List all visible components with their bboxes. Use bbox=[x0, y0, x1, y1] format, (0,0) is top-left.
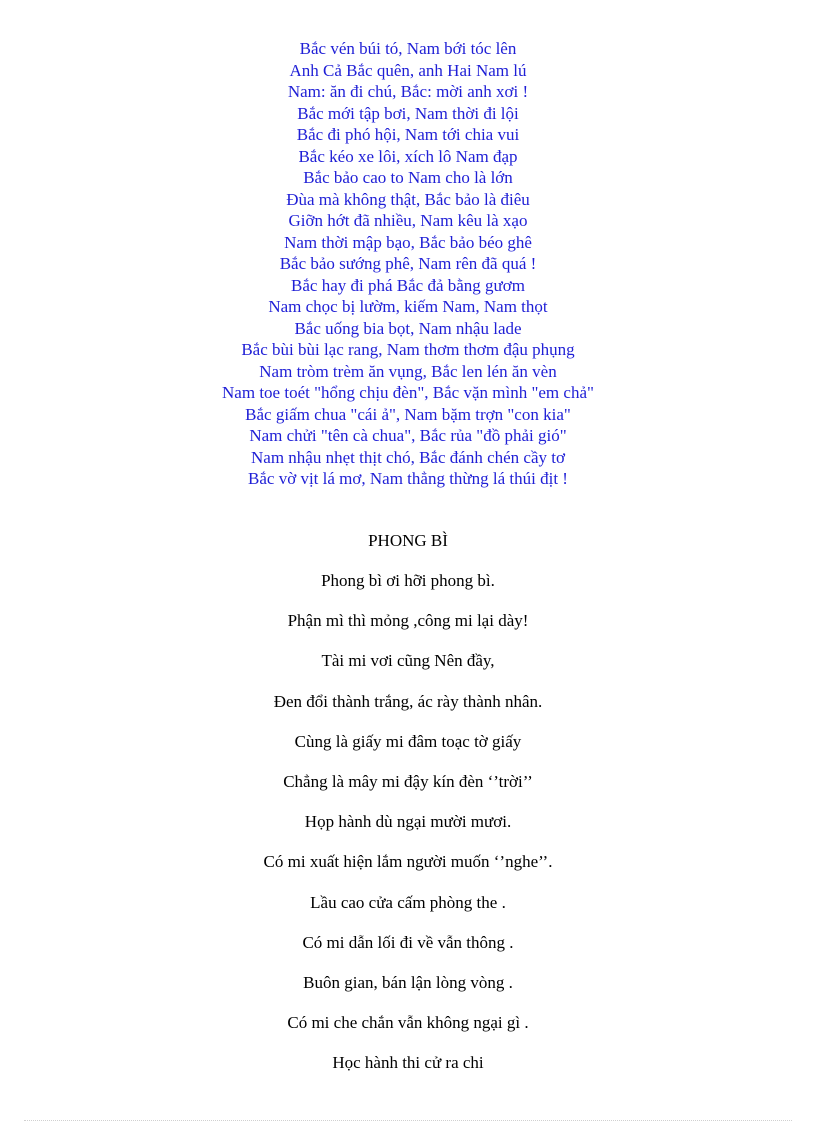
black-poem-line: Phong bì ơi hỡi phong bì. bbox=[321, 571, 495, 590]
black-poem-line: Tài mi vơi cũng Nên đầy, bbox=[321, 651, 495, 671]
blue-poem-line: Nam tròm trèm ăn vụng, Bắc len lén ăn vèn bbox=[259, 361, 557, 381]
blue-poem-line: Bắc bảo sướng phê, Nam rên đã quá ! bbox=[279, 254, 537, 273]
blue-poem-line: Bắc vờ vịt lá mơ, Nam thẳng thừng lá thúi địt ! bbox=[248, 469, 568, 488]
blue-poem-line: Anh Cả Bắc quên, anh Hai Nam lú bbox=[289, 60, 527, 80]
black-poem bbox=[0, 570, 816, 1092]
black-poem-line: Có mi che chắn vẫn không ngại gì . bbox=[287, 1013, 529, 1033]
blue-poem-line: Nam nhậu nhẹt thịt chó, Bắc đánh chén cầy tơ bbox=[251, 447, 565, 467]
blue-poem-line: Bắc hay đi phá Bắc đả bằng gươm bbox=[291, 275, 525, 295]
black-poem-line: Có mi dẫn lối đi về vẫn thông . bbox=[302, 932, 514, 952]
blue-poem-line: Nam chọc bị lườm, kiếm Nam, Nam thọt bbox=[268, 297, 548, 316]
black-poem-line: Buôn gian, bán lận lòng vòng . bbox=[303, 972, 513, 992]
black-poem-line: Chẳng là mây mi đậy kín đèn ‘’trời’’ bbox=[283, 771, 533, 791]
blue-poem-line: Đùa mà không thật, Bắc bảo là điêu bbox=[286, 189, 530, 209]
blue-poem-line: Bắc đi phó hội, Nam tới chia vui bbox=[296, 125, 520, 144]
blue-poem bbox=[0, 38, 816, 490]
black-poem-line: Cùng là giấy mi đâm toạc tờ giấy bbox=[294, 731, 522, 751]
blue-poem-line: Bắc mới tập bơi, Nam thời đi lội bbox=[297, 103, 519, 123]
blue-poem-line: Bắc bùi bùi lạc rang, Nam thơm thơm đậu phụng bbox=[241, 340, 575, 359]
blue-poem-line: Bắc giấm chua "cái ả", Nam bặm trợn "con kia" bbox=[245, 404, 571, 424]
black-poem-line: Đen đổi thành trắng, ác rày thành nhân. bbox=[273, 691, 543, 711]
black-poem-line: Có mi xuất hiện lắm người muốn ‘’nghe’’. bbox=[263, 852, 553, 872]
blue-poem-line: Nam chửi "tên cà chua", Bắc rủa "đồ phải gió" bbox=[249, 426, 567, 445]
blue-poem-line: Bắc kéo xe lôi, xích lô Nam đạp bbox=[298, 146, 518, 166]
blue-poem-line: Nam: ăn đi chú, Bắc: mời anh xơi ! bbox=[287, 82, 529, 101]
black-poem-line: Học hành thi cử ra chi bbox=[332, 1053, 484, 1073]
blue-poem-line: Nam toe toét "hổng chịu đèn", Bắc vặn mình "em chả" bbox=[222, 383, 594, 402]
blue-poem-line: Giỡn hớt đã nhiều, Nam kêu là xạo bbox=[288, 211, 528, 230]
page-bottom-edge bbox=[24, 1120, 792, 1121]
poem-title: PHONG BÌ bbox=[368, 531, 448, 550]
blue-poem-line: Bắc uống bia bọt, Nam nhậu lade bbox=[294, 318, 522, 338]
black-poem-line: Lầu cao cửa cấm phòng the . bbox=[310, 892, 506, 912]
blue-poem-line: Nam thời mập bạo, Bắc bảo béo ghê bbox=[284, 232, 532, 252]
black-poem-line: Họp hành dù ngại mười mươi. bbox=[304, 812, 512, 832]
black-poem-line: Phận mì thì mỏng ,công mi lại dày! bbox=[287, 611, 529, 631]
blue-poem-line: Bắc vén búi tó, Nam bới tóc lên bbox=[299, 39, 517, 58]
blue-poem-line: Bắc bảo cao to Nam cho là lớn bbox=[303, 168, 513, 187]
